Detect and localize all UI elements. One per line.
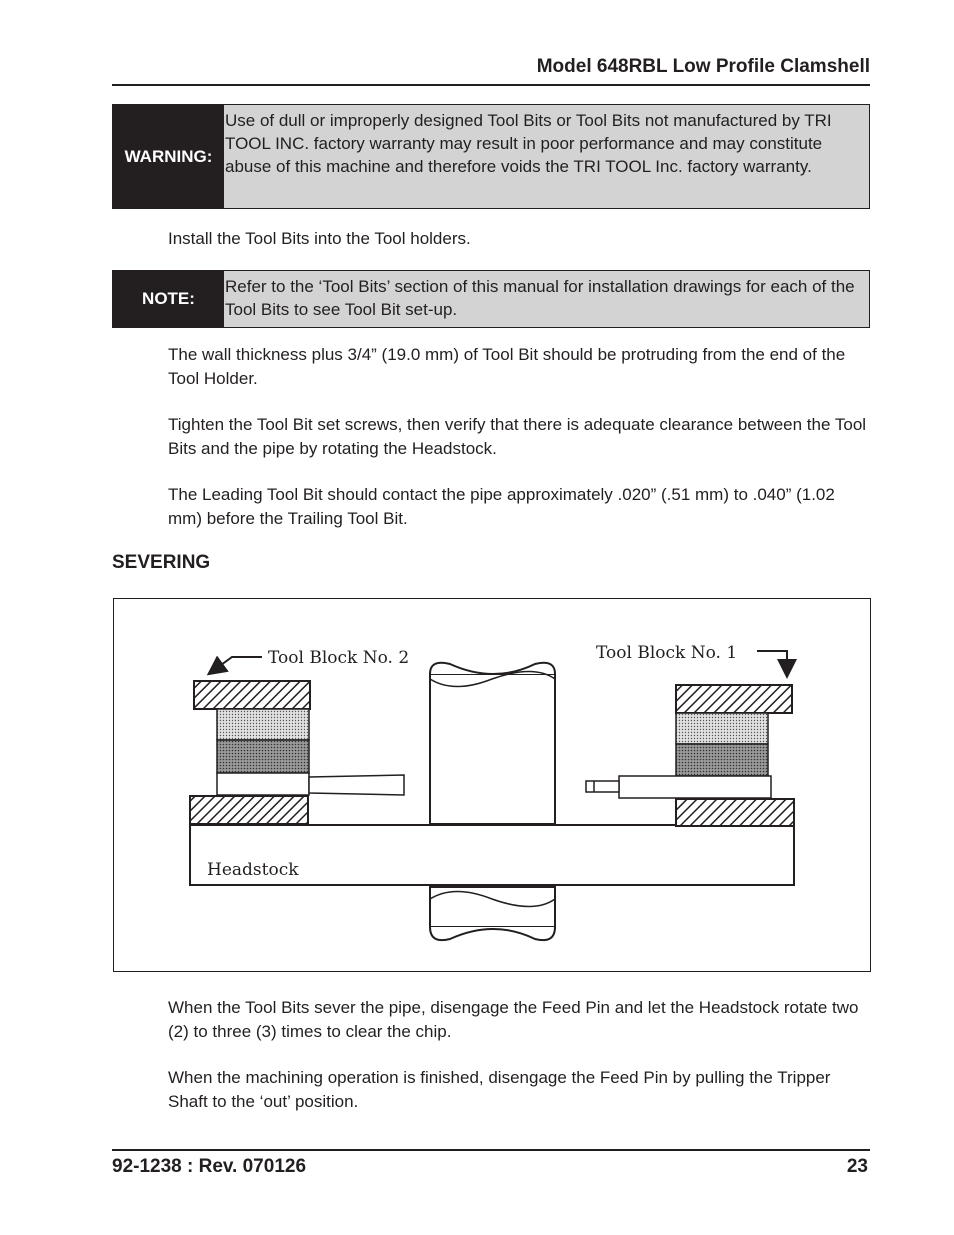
severing-diagram <box>113 598 871 972</box>
wall-thickness-paragraph: The wall thickness plus 3/4” (19.0 mm) of Tool Bit should be protruding from the end of the Tool Holder. <box>168 345 846 388</box>
install-paragraph: Install the Tool Bits into the Tool holders. <box>168 229 471 248</box>
tool-block-2-label: Tool Block No. 2 <box>268 648 410 668</box>
note-label: NOTE: <box>113 271 224 327</box>
severing-diagram-svg <box>114 599 872 973</box>
page-header-title: Model 648RBL Low Profile Clamshell <box>536 56 870 77</box>
document-number: 92-1238 : Rev. 070126 <box>112 1156 307 1177</box>
tool-block-2-leader <box>210 657 262 673</box>
tool-block-2-shape <box>190 681 404 824</box>
tool-block-1-shape <box>586 685 794 826</box>
warning-text: Use of dull or improperly designed Tool Bits or Tool Bits not manufactured by TRI TOOL INC. factory warranty may result in poor performance and may constitute abuse of this machine and therefore voids the TRI TOOL Inc. factory warranty. <box>224 105 869 208</box>
note-text: Refer to the ‘Tool Bits’ section of this manual for installation drawings for each of the Tool Bits to see Tool Bit set-up. <box>224 271 869 327</box>
warning-callout <box>112 104 870 209</box>
warning-label: WARNING: <box>113 105 224 208</box>
sever-paragraph: When the Tool Bits sever the pipe, disengage the Feed Pin and let the Headstock rotate two (2) to three (3) times to clear the chip. <box>168 998 859 1041</box>
finish-paragraph: When the machining operation is finished, disengage the Feed Pin by pulling the Tripper Shaft to the ‘out’ position. <box>168 1068 831 1111</box>
tighten-paragraph: Tighten the Tool Bit set screws, then verify that there is adequate clearance between the Tool Bits and the pipe by rotating the Headstock. <box>168 415 867 458</box>
page-number: 23 <box>846 1156 868 1177</box>
leading-bit-paragraph: The Leading Tool Bit should contact the pipe approximately .020” (.51 mm) to .040” (1.02 mm) before the Trailing Tool Bit. <box>168 485 835 528</box>
pipe-shape <box>430 663 555 940</box>
note-callout <box>112 270 870 328</box>
header-rule <box>112 84 870 86</box>
headstock-label: Headstock <box>207 860 299 880</box>
footer-rule <box>112 1149 870 1151</box>
tool-block-1-label: Tool Block No. 1 <box>596 643 738 663</box>
tool-block-1-leader <box>757 651 787 675</box>
section-title-severing: SEVERING <box>112 552 211 573</box>
